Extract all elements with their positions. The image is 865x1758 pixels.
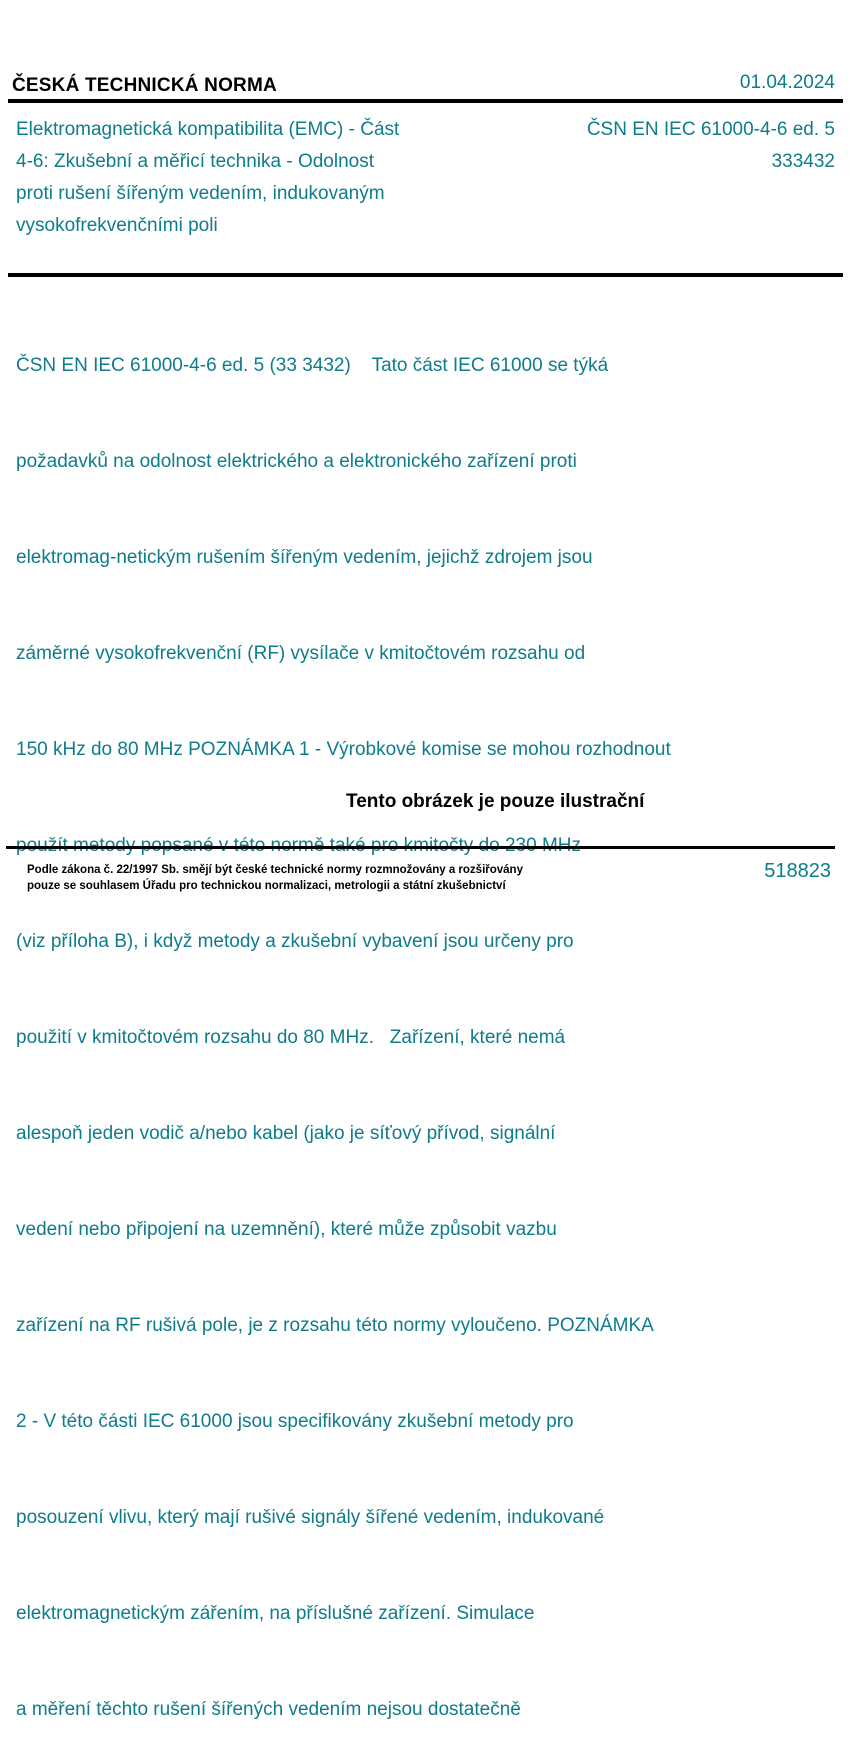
abstract-line: elektromag-netickým rušením šířeným vedením, jejichž zdrojem jsou — [16, 547, 593, 568]
subject-line: vysokofrekvenčními poli — [16, 215, 218, 236]
abstract-line: požadavků na odolnost elektrického a elektronického zařízení proti — [16, 451, 577, 472]
abstract-line: 150 kHz do 80 MHz POZNÁMKA 1 - Výrobkové komise se mohou rozhodnout — [16, 739, 671, 760]
header-divider — [8, 99, 843, 103]
standard-subject — [16, 114, 476, 242]
abstract-line: 2 - V této části IEC 61000 jsou specifikovány zkušební metody pro — [16, 1411, 574, 1432]
abstract-line: elektromagnetickým zářením, na příslušné zařízení. Simulace — [16, 1603, 535, 1624]
section-divider — [8, 273, 843, 277]
abstract — [16, 286, 806, 1758]
legal-line: pouze se souhlasem Úřadu pro technickou normalizaci, metrologii a státní zkušebnictví — [27, 880, 506, 892]
footer-divider — [6, 846, 835, 849]
document-number: 518823 — [764, 860, 831, 882]
standard-code — [587, 114, 835, 178]
abstract-line: posouzení vlivu, který mají rušivé signály šířené vedením, indukované — [16, 1507, 605, 1528]
abstract-line: použití v kmitočtovém rozsahu do 80 MHz. Zařízení, které nemá — [16, 1027, 566, 1048]
abstract-line: (viz příloha B), i když metody a zkušební vybavení jsou určeny pro — [16, 931, 574, 952]
document-title: ČESKÁ TECHNICKÁ NORMA — [12, 75, 277, 96]
subject-line: Elektromagnetická kompatibilita (EMC) - Část — [16, 119, 400, 140]
abstract-line: ČSN EN IEC 61000-4-6 ed. 5 (33 3432) Tato část IEC 61000 se týká — [16, 355, 609, 376]
abstract-line: záměrné vysokofrekvenční (RF) vysílače v kmitočtovém rozsahu od — [16, 643, 586, 664]
legal-line: Podle zákona č. 22/1997 Sb. smějí být české technické normy rozmnožovány a rozšiřovány — [27, 864, 523, 876]
legal-notice — [27, 862, 523, 894]
abstract-line: alespoň jeden vodič a/nebo kabel (jako je síťový přívod, signální — [16, 1123, 556, 1144]
publication-date: 01.04.2024 — [739, 72, 835, 93]
illustration-note: Tento obrázek je pouze ilustrační — [346, 791, 645, 812]
abstract-line: a měření těchto rušení šířených vedením nejsou dostatečně — [16, 1699, 521, 1720]
abstract-line: vedení nebo připojení na uzemnění), které může způsobit vazbu — [16, 1219, 557, 1240]
standard-designation: ČSN EN IEC 61000-4-6 ed. 5 — [586, 119, 835, 140]
subject-line: 4-6: Zkušební a měřicí technika - Odolnost — [16, 151, 374, 172]
abstract-line: zařízení na RF rušivá pole, je z rozsahu této normy vyloučeno. POZNÁMKA — [16, 1315, 654, 1336]
classification-number: 333432 — [771, 151, 835, 172]
subject-line: proti rušení šířeným vedením, indukovaným — [16, 183, 385, 204]
